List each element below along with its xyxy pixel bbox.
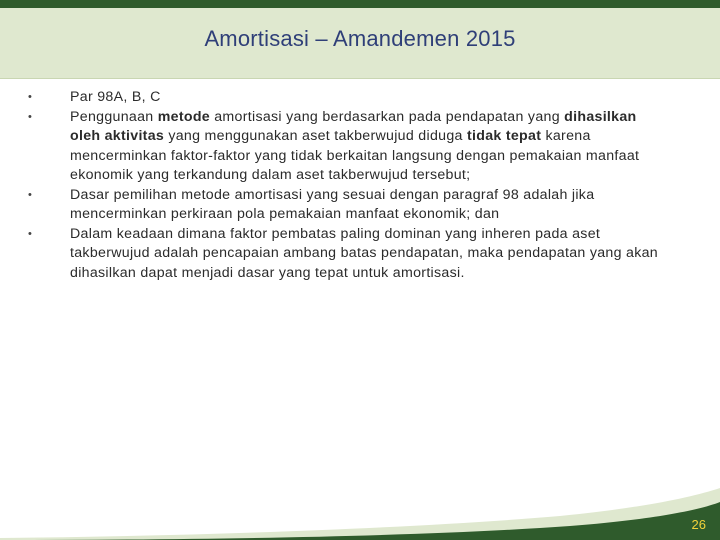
bullet-marker: •	[28, 110, 33, 123]
bullet-text: Dalam keadaan dimana faktor pembatas paling dominan yang inheren pada aset takberwujud adalah pencapaian ambang batas pendapatan, maka pendapatan yang akan dihasilkan dapat menjadi dasar yang tepat untuk amortisasi.	[70, 225, 659, 281]
bullet-text-bold: dihasilkan oleh aktivitas	[70, 108, 637, 144]
bullet-text-bold: tidak tepat	[466, 128, 542, 144]
bullet-marker: •	[28, 91, 33, 103]
bullet-text: amortisasi yang berdasarkan pada pendapatan yang	[209, 108, 565, 125]
bullet-text: yang menggunakan aset takberwujud diduga	[164, 128, 467, 144]
bullet-text-bold: metode	[157, 108, 210, 125]
bullet-marker: •	[28, 188, 33, 201]
bullet-list	[28, 88, 668, 283]
bullet-item	[28, 186, 668, 225]
bullet-item	[28, 225, 668, 284]
bullet-item	[28, 88, 668, 108]
bullet-text: Dasar pemilihan metode amortisasi yang sesuai dengan paragraf 98 adalah jika mencerminkan perkiraan pola pemakaian manfaat ekonomik; dan	[70, 186, 595, 222]
bullet-marker: •	[28, 227, 33, 240]
footer-wave	[0, 480, 720, 540]
top-accent-bar	[0, 0, 720, 8]
slide-title: Amortisasi – Amandemen 2015	[204, 26, 516, 51]
bullet-text: Penggunaan	[70, 108, 158, 125]
bullet-text: karena mencerminkan faktor-faktor yang tidak berkaitan langsung dengan pemakaian manfaat ekonomik yang terkandung dalam aset takberwujud tersebut;	[70, 128, 640, 183]
bullet-item	[28, 108, 668, 186]
bullet-text: Par 98A, B, C	[70, 89, 161, 105]
page-number: 26	[691, 517, 706, 532]
